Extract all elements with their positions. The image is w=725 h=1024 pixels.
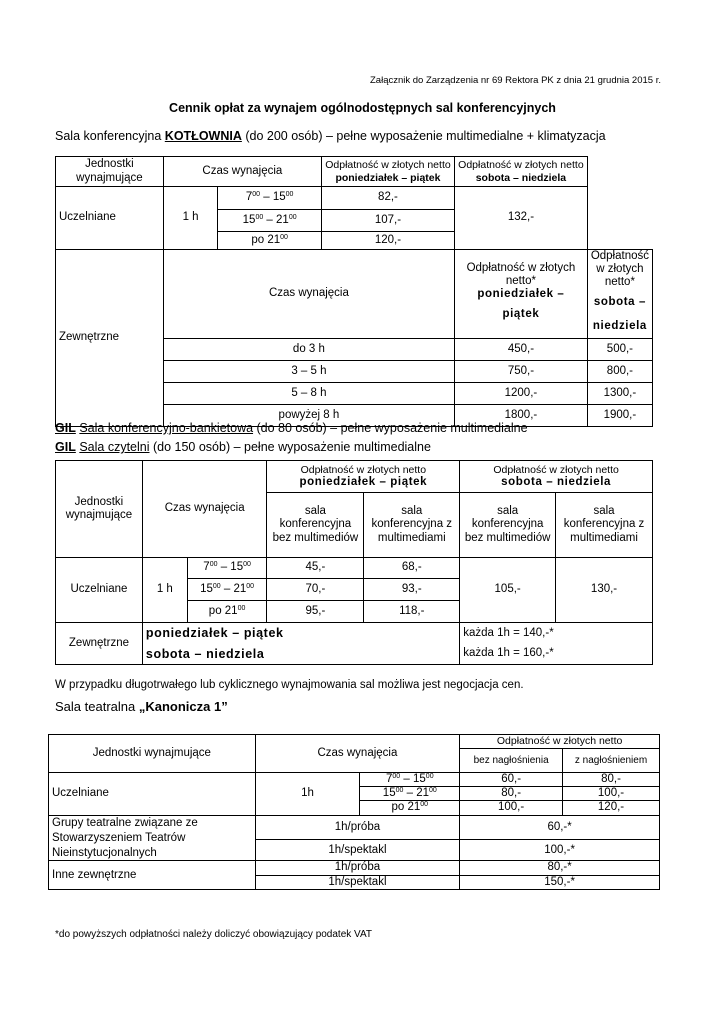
gil-table: [55, 460, 653, 665]
other-time: 1h/spektakl: [255, 875, 460, 889]
ext-time: 3 – 5 h: [163, 360, 454, 382]
section2-heading-1: GIL Sala konferencyjno-bankietowa (do 80 osób) – pełne wyposażenie multimedialne: [55, 421, 528, 435]
col-units-header: Jednostki wynajmujące: [49, 735, 256, 773]
ext-weekday-label: poniedziałek – piątek: [142, 623, 459, 644]
sub-without-multimedia: sala konferencyjna bez multimediów: [460, 493, 556, 558]
theatre-groups-label: Grupy teatralne związane ze Stowarzyszeniem Teatrów Nieinstytucjonalnych: [49, 815, 256, 861]
external-label: Zewnętrzne: [56, 250, 164, 427]
other-price: 150,-*: [460, 875, 660, 889]
col-sound: z nagłośnieniem: [563, 749, 660, 773]
internal-duration: 1h: [255, 773, 360, 816]
sub-with-multimedia: sala konferencyjna z multimediami: [364, 493, 460, 558]
price-without: 70,-: [267, 579, 364, 601]
ext-col-weekday-header: Odpłatność w złotych netto* poniedziałek – piątek: [455, 250, 588, 339]
price-without: 45,-: [267, 558, 364, 579]
external-label: Zewnętrzne: [56, 623, 143, 665]
col-no-sound: bez nagłośnienia: [460, 749, 563, 773]
ext-time: do 3 h: [163, 338, 454, 360]
ext-weekday-price: 1200,-: [455, 382, 588, 404]
price-sound: 100,-: [563, 787, 660, 801]
negotiation-note: W przypadku długotrwałego lub cyklicznego wynajmowania sal możliwa jest negocjacja cen.: [55, 679, 524, 691]
section1-heading: [55, 129, 606, 143]
ext-weekday-price: 1800,-: [455, 404, 588, 426]
other-time: 1h/próba: [255, 861, 460, 875]
theatre-time: 1h/spektakl: [255, 840, 460, 861]
time-slot: $15^{00} - 21^{00}$: [187, 579, 267, 601]
time-slot: $7^{00} - 15^{00}$: [360, 773, 460, 787]
ext-time: powyżej 8 h: [163, 404, 454, 426]
weekend-price-without: 105,-: [460, 558, 556, 623]
col-pay-header: Odpłatność w złotych netto: [460, 735, 660, 749]
ext-weekend-price: 1300,-: [587, 382, 652, 404]
other-price: 80,-*: [460, 861, 660, 875]
section3-heading: Sala teatralna „Kanonicza 1”: [55, 699, 228, 714]
ext-weekday-price: 450,-: [455, 338, 588, 360]
col-weekend-header: Odpłatność w złotych netto sobota – niedziela: [455, 157, 588, 187]
header-note: Załącznik do Zarządzenia nr 69 Rektora PK z dnia 21 grudnia 2015 r.: [370, 75, 661, 86]
sub-with-multimedia: sala konferencyjna z multimediami: [556, 493, 653, 558]
ext-weekend-label: sobota – niedziela: [142, 644, 459, 665]
price-without: 95,-: [267, 601, 364, 623]
ext-time: 5 – 8 h: [163, 382, 454, 404]
col-time-header: Czas wynajęcia: [163, 157, 321, 187]
internal-label: Uczelniane: [56, 187, 164, 250]
col-time-header: Czas wynajęcia: [255, 735, 460, 773]
ext-weekend-price: 800,-: [587, 360, 652, 382]
weekend-price: 132,-: [455, 187, 588, 250]
internal-label: Uczelniane: [49, 773, 256, 816]
weekend-price-with: 130,-: [556, 558, 653, 623]
col-weekday-header: Odpłatność w złotych netto poniedziałek – piątek: [267, 461, 460, 493]
col-units-header: Jednostki wynajmujące: [56, 157, 164, 187]
col-units-header: Jednostki wynajmujące: [56, 461, 143, 558]
price-with: 68,-: [364, 558, 460, 579]
section1-heading-post: (do 200 osób) – pełne wyposażenie multimedialne + klimatyzacja: [241, 129, 606, 143]
other-external-label: Inne zewnętrzne: [49, 861, 256, 889]
weekday-price: 107,-: [321, 210, 454, 232]
kanonicza-table: [48, 734, 660, 890]
section1-heading-pre: Sala konferencyjna: [55, 129, 165, 143]
internal-label: Uczelniane: [56, 558, 143, 623]
price-no-sound: 100,-: [460, 801, 563, 815]
theatre-price: 100,-*: [460, 840, 660, 861]
col-weekday-header: Odpłatność w złotych netto poniedziałek – piątek: [321, 157, 454, 187]
ext-col-weekend-header: Odpłatność w złotych netto* sobota – niedziela: [587, 250, 652, 339]
time-slot: po $21^{00}$: [360, 801, 460, 815]
time-slot: po $21^{00}$: [218, 232, 322, 250]
time-slot: $15^{00} - 21^{00}$: [218, 210, 322, 232]
price-with: 118,-: [364, 601, 460, 623]
col-weekend-header: Odpłatność w złotych netto sobota – niedziela: [460, 461, 653, 493]
page-title: Cennik opłat za wynajem ogólnodostępnych sal konferencyjnych: [169, 101, 556, 115]
ext-weekend-price: 500,-: [587, 338, 652, 360]
kotlownia-table: [55, 156, 653, 427]
weekday-price: 120,-: [321, 232, 454, 250]
time-slot: $7^{00} - 15^{00}$: [187, 558, 267, 579]
price-no-sound: 80,-: [460, 787, 563, 801]
time-slot: $15^{00} - 21^{00}$: [360, 787, 460, 801]
section2-heading-2: GIL Sala czytelni (do 150 osób) – pełne wyposażenie multimedialne: [55, 440, 431, 454]
price-with: 93,-: [364, 579, 460, 601]
weekday-price: 82,-: [321, 187, 454, 210]
ext-weekend-price: 1900,-: [587, 404, 652, 426]
theatre-time: 1h/próba: [255, 815, 460, 839]
price-no-sound: 60,-: [460, 773, 563, 787]
time-slot: po $21^{00}$: [187, 601, 267, 623]
ext-weekday-price: 750,-: [455, 360, 588, 382]
time-slot: $7^{00} - 15^{00}$: [218, 187, 322, 210]
price-sound: 120,-: [563, 801, 660, 815]
col-time-header: Czas wynajęcia: [142, 461, 267, 558]
section1-room-name: KOTŁOWNIA: [164, 129, 242, 143]
vat-footnote: *do powyższych odpłatności należy doliczyć obowiązujący podatek VAT: [55, 929, 373, 940]
internal-duration: 1 h: [142, 558, 187, 623]
internal-duration: 1 h: [163, 187, 218, 250]
sub-without-multimedia: sala konferencyjna bez multimediów: [267, 493, 364, 558]
theatre-price: 60,-*: [460, 815, 660, 839]
price-sound: 80,-: [563, 773, 660, 787]
ext-weekday-price: każda 1h = 140,-*: [460, 623, 653, 644]
ext-weekend-price: każda 1h = 160,-*: [460, 644, 653, 665]
ext-col-time-header: Czas wynajęcia: [163, 250, 454, 339]
